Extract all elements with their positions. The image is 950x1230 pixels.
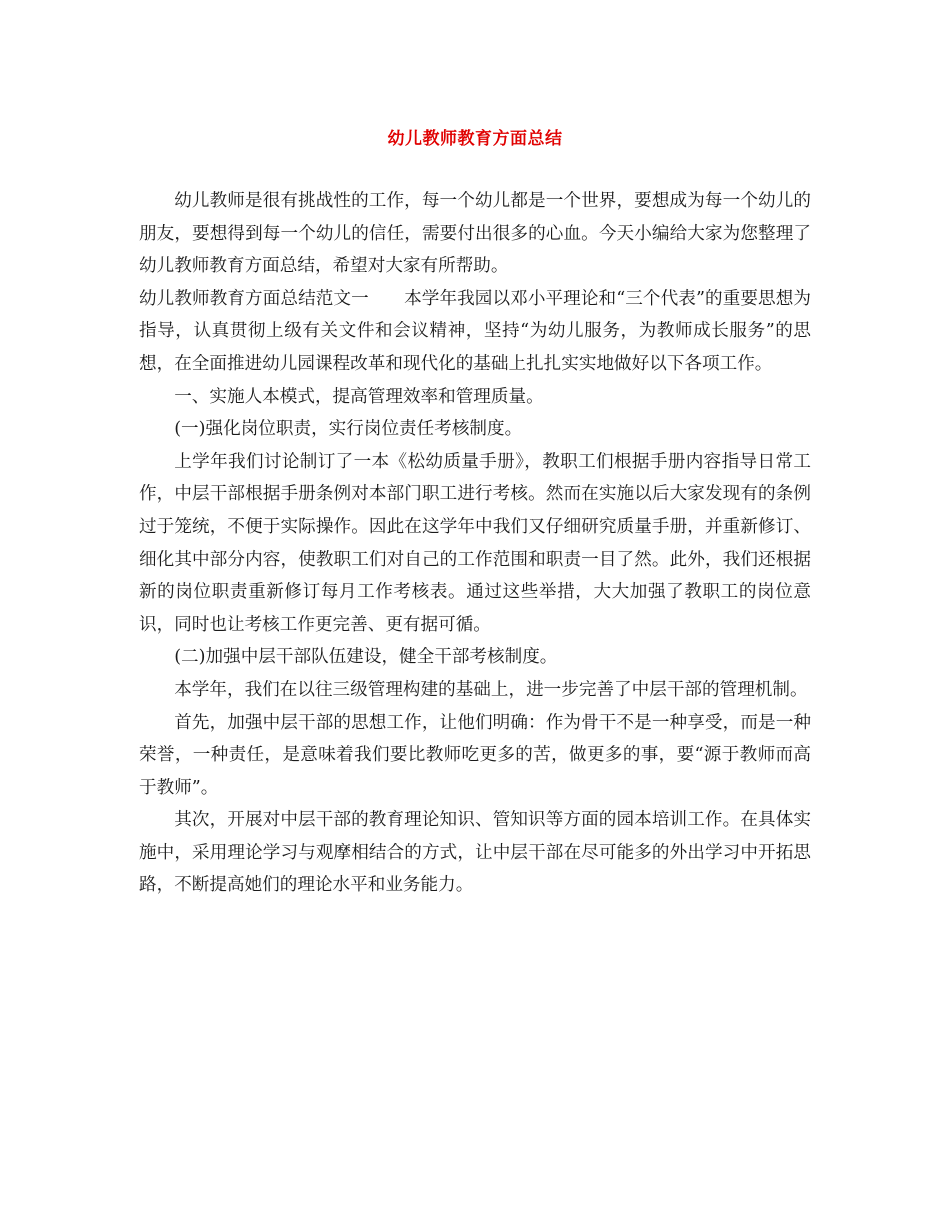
document-title: 幼儿教师教育方面总结: [387, 129, 563, 149]
document-body: [139, 185, 811, 902]
paragraph-sample-one: 幼儿教师教育方面总结范文一 本学年我园以邓小平理论和“三个代表”的重要思想为指导，认真贯彻上级有关文件和会议精神，坚持“为幼儿服务，为教师成长服务”的思想，在全面推进幼儿园课程改革和现代化的基础上扎扎实实地做好以下各项工作。: [139, 288, 811, 374]
section-heading-one: 一、实施人本模式，提高管理效率和管理质量。: [174, 386, 544, 407]
paragraph-quality-manual: 上学年我们讨论制订了一本《松幼质量手册》，教职工们根据手册内容指导日常工作，中层干部根据手册条例对本部门职工进行考核。然而在实施以后大家发现有的条例过于笼统，不便于实际操作。因此在这学年中我们又仔细研究质量手册，并重新修订、细化其中部分内容，使教职工们对自己的工作范围和职责一目了然。此外，我们还根据新的岗位职责重新修订每月工作考核表。通过这些举措，大大加强了教职工的岗位意识，同时也让考核工作更完善、更有据可循。: [139, 451, 811, 635]
paragraph-middle-cadres: 本学年，我们在以往三级管理构建的基础上，进一步完善了中层干部的管理机制。: [174, 679, 808, 700]
subsection-heading-one: (一)强化岗位职责，实行岗位责任考核制度。: [174, 419, 523, 440]
paragraph-first: 首先，加强中层干部的思想工作，让他们明确：作为骨干不是一种享受，而是一种荣誉，一种责任，是意味着我们要比教师吃更多的苦，做更多的事，要“源于教师而高于教师”。: [139, 712, 811, 798]
paragraph-intro: 幼儿教师是很有挑战性的工作，每一个幼儿都是一个世界，要想成为每一个幼儿的朋友，要想得到每一个幼儿的信任，需要付出很多的心血。今天小编给大家为您整理了幼儿教师教育方面总结，希望对大家有所帮助。: [139, 191, 811, 277]
paragraph-second: 其次，开展对中层干部的教育理论知识、管知识等方面的园本培训工作。在具体实施中，采用理论学习与观摩相结合的方式，让中层干部在尽可能多的外出学习中开拓思路，不断提高她们的理论水平和业务能力。: [139, 810, 811, 896]
subsection-heading-two: (二)加强中层干部队伍建设，健全干部考核制度。: [174, 647, 558, 668]
